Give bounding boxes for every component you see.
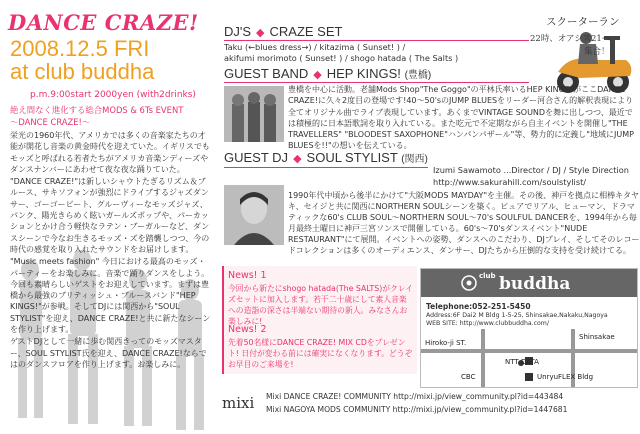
- guest-band-heading-label: GUEST BAND: [224, 66, 309, 81]
- event-tagline: 絶え間なく進化する総合MODS & 6Ts EVENT: [10, 105, 184, 115]
- mixi-community-link[interactable]: Mixi DANCE CRAZE! COMMUNITY http://mixi.jp/view_community.pl?id=443484: [266, 392, 564, 401]
- djs-heading: [224, 24, 342, 39]
- story-paragraph: ゲストDJとして一緒に歩む関西きってのモッズマスター、SOUL STYLIST氏を迎え、DANCE CRAZE!ならではのダンスフロアを作り上げます。お楽しみに。: [10, 337, 207, 369]
- news-2-title: News! 2: [228, 324, 267, 335]
- guest-band-origin: (豊橋): [404, 70, 432, 81]
- mixi-logo: mixi: [222, 394, 255, 412]
- djs-line: akifumi morimoto ( Sunset! ) / shogo hatada ( The Salts ): [224, 53, 459, 63]
- diamond-icon: ◆: [293, 153, 302, 165]
- mixi-community-link[interactable]: Mixi NAGOYA MODS COMMUNITY http://mixi.jp/view_community.pl?id=1447681: [266, 405, 568, 414]
- club-logo-bar: [421, 269, 637, 297]
- event-subtitle: 〜DANCE CRAZE!〜: [10, 117, 91, 127]
- news-1-title: News! 1: [228, 270, 267, 281]
- left-column: [0, 0, 215, 434]
- guest-dj-person: Izumi Sawamoto ...Director / DJ / Style Direction: [433, 165, 629, 175]
- story-paragraph: "Music meets fashion" 今日における最高のモッズ・パーティーをお楽しみに。音楽で踊りダンスをしよう。今回も素晴らしいゲストをお迎えしています。まずは豊橋から最強のブリティッシュ・ブルースバンド"HEP KINGS!"が参戦。そしてDJには関西から"SOUL STYLIST"を迎え、DANCE CRAZE!と共に新たなシーンを作り上げます。: [10, 257, 211, 335]
- club-info-card: [420, 268, 638, 388]
- event-date: 2008.12.5 FRI: [10, 36, 150, 61]
- dj-photo: [224, 185, 284, 245]
- scooter-run-gather: 集合！: [584, 47, 610, 57]
- djs-line: Taku (←blues dress→) / kitazima ( Sunset! ) /: [224, 42, 406, 52]
- story-paragraph: "DANCE CRAZE!"は新しいシャウトたぎるリズム＆ブルース、サキソフォンが強烈にドライブするジャズダンサー、ゴーゴービート、グルーヴィーなモッズジャズ、パンク、陽光きらめく眩いガールズポップや、パーカッションとかけ合う軽快なラテン・ブーガルーなど、ダンスシーンで今なお生きるモッズ・ズを踏襲しつつ、今の時代の感覚を取り入れたサウンドをお届けします。: [10, 177, 210, 254]
- band-photo: [224, 86, 284, 142]
- guest-dj-description: 1990年代中頃から後半にかけて"大阪MODS MAYDAY"を主催。その後、神戸を拠点に相棒キタヤキ、セイジと共に関西にNORTHERN SOULシーンを築く。ピュアでリアル、ヒューマン、ドラマティックな60's CLUB SOUL〜NORTHERN SOUL〜70's SOULFUL DANCERを、1994年から毎月最終土曜日に神戸三宮ソンスで開催している。60's〜70'sダンスイベント"NUDE RESTAURANT"にて展開。イベントへの姿勢、ダンスへのこだわり、DJプレイ、そしてそのレコードコレクションは多くのオーディエンス、ダンサー、DJたちから圧倒的な支持を受け続けてる。: [288, 191, 640, 255]
- scooter-run-title: スクーターラン: [546, 16, 620, 28]
- djs-heading-label: DJ'S: [224, 24, 252, 39]
- guest-band-heading: [224, 66, 431, 81]
- guest-dj-divider: [224, 167, 428, 168]
- club-logo-icon: [461, 275, 477, 291]
- guest-dj-heading: [224, 150, 428, 165]
- event-time: p.m.9:00start 2000yen (with2drinks): [30, 90, 196, 100]
- scooter-run-meetup: 22時、オアシス21へ: [530, 34, 611, 44]
- guest-dj-origin: (関西): [401, 154, 428, 165]
- map-building: UnryuFLEX Bldg: [537, 373, 594, 381]
- guest-dj-url[interactable]: http://www.sakurahill.com/soulstylist/: [433, 177, 587, 187]
- club-telephone: Telephone:052-251-5450: [426, 302, 531, 311]
- guest-dj-heading-label: GUEST DJ: [224, 150, 289, 165]
- story-paragraph: 栄光の1960年代、アメリカでは多くの音楽家たちの才能が開花し音楽の黄金時代を迎えていた。イギリスでもモッズと呼ばれる若者たちがアメリカ音楽ンディーズやダンスナンバーにあわせて夜な夜な踊りていた。: [10, 131, 210, 174]
- news-2-text: 先着50名様にDANCE CRAZE! MIX CDをプレゼント! 日付が変わる前には確実になくなります。どうぞお早目のご来場を!: [228, 338, 413, 369]
- djs-heading-set: CRAZE SET: [269, 24, 343, 39]
- club-logo-small: club: [479, 272, 496, 280]
- map-street-hirokoji: Hiroko-ji ST.: [425, 339, 467, 347]
- guest-band-name: HEP KINGS!: [326, 66, 401, 81]
- event-story: [10, 130, 212, 371]
- djs-lineup: [224, 42, 524, 64]
- guest-band-divider: [224, 82, 529, 83]
- news-1-text: 今回から新たにshogo hatada(The SALTS)がクレイズセットに加入します。若干二十歳にして素人音楽への造詣の深さは半端ない期待の新人。みなさんお楽しみに!: [228, 284, 414, 326]
- map-street-shinsakae: Shinsakae: [579, 333, 615, 341]
- guest-dj-name: SOUL STYLIST: [306, 150, 398, 165]
- event-title: DANCE CRAZE!: [8, 10, 199, 35]
- guest-band-description: 豊橋を中心に活動。老舗Mods Shop"The Goggo"の平林氏率いるHEP KINGS!がここDANCE CRAZE!に久々2度目の登場です!40〜50'sのJUMP BLUESをリーダー河合さん的解釈表現により全てオリジナル曲でライブ表現しています。あくまでVINTAGE SOUNDを舞に出しつつ、最近では積極的に日本語歌詞を取り入れている。また吃元で不定期ながら自主イベントを開催し"THE TRAVELLERS" "BLOODEST SAXOPHONE"ハンパンパザール"等、勢力的に定義し"地域にJUMP BLUESを!!"の想いを伝えている。: [288, 85, 634, 151]
- map-ntt-data: NTT DATA: [505, 358, 539, 366]
- diamond-icon: ◆: [313, 69, 322, 81]
- event-venue: at club buddha: [10, 59, 155, 84]
- djs-divider: [224, 40, 529, 41]
- club-website[interactable]: WEB SITE: http://www.clubbuddha.com/: [426, 320, 549, 327]
- club-logo-main: buddha: [499, 274, 571, 294]
- club-address: Address:6F Dai2 M Bldg 1-5-25, Shinsakae,Nakaku,Nagoya: [426, 312, 608, 319]
- map-cbc: CBC: [461, 373, 476, 381]
- diamond-icon: ◆: [256, 27, 265, 39]
